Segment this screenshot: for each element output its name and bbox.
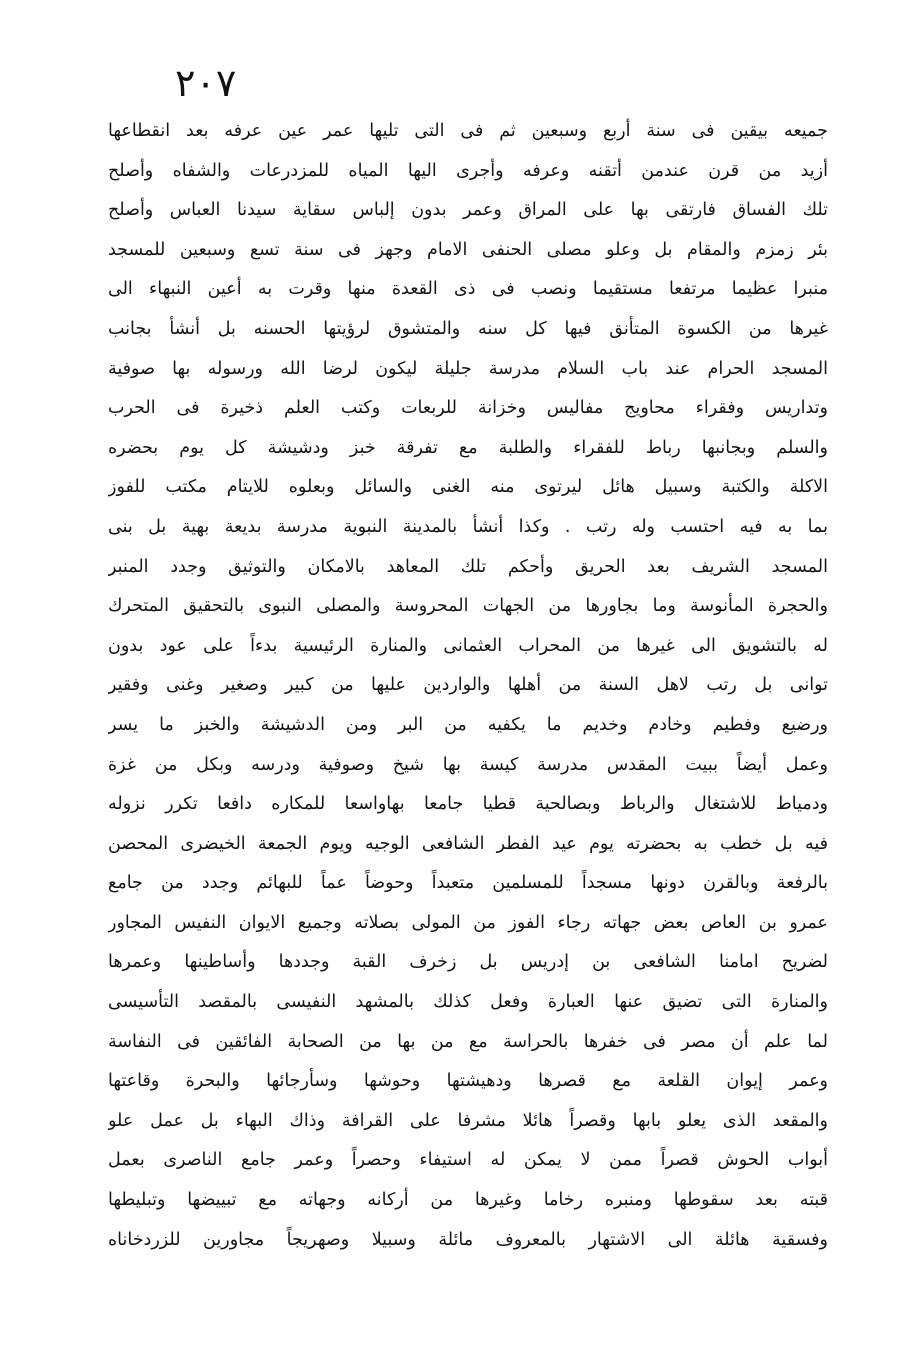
- text-line: وفسقية هائلة الى الاشتهار بالمعروف مائلة وسبيلا وصهريجاً مجاورين للزردخاناه: [108, 1229, 828, 1250]
- text-line: والسلم وبجانبها رباط للفقراء والطلبة مع تفرقة خبز ودشيشة كل يوم بحضره: [108, 437, 828, 458]
- text-line: أزيد من قرن عندمن أتقنه وعرفه وأجرى اليها المياه للمزدرعات والشفاه وأصلح: [108, 160, 828, 181]
- text-line: منبرا عظيما مرتفعا مستقيما ونصب فى ذى القعدة منها وقرت به أعين النبهاء الى: [108, 279, 828, 300]
- text-line: بئر زمزم والمقام بل وعلو مصلى الحنفى الامام وجهز فى سنة تسع وسبعين للمسجد: [108, 239, 828, 260]
- text-line: بما به فيه احتسب وله رتب . وكذا أنشأ بالمدينة النبوية مدرسة بديعة بهية بل بنى: [108, 516, 828, 537]
- text-line: لضريح امامنا الشافعى بن إدريس بل زخرف القبة وجددها وأساطينها وعمرها: [108, 952, 828, 973]
- text-line: أبواب الحوش قصراً ممن لا يمكن له استيفاء وحصراً وعمر جامع الناصرى بعمل: [108, 1150, 828, 1171]
- text-line: غيرها من الكسوة المتأنق فيها كل سنه والمتشوق لرؤيتها الحسنه بل أنشأ بجانب: [108, 318, 828, 339]
- text-line: له بالتشويق الى غيرها من المحراب العثمانى والمنارة الرئيسية بدءاً على عود بدون: [108, 635, 828, 656]
- text-line: المسجد الحرام عند باب السلام مدرسة جليلة ليكون لرضا الله ورسوله بها صوفية: [108, 358, 828, 379]
- text-line: توانى بل رتب لاهل السنة من أهلها والواردين عليها من كبير وصغير وغنى وفقير: [108, 675, 828, 696]
- text-line: وتداريس وفقراء محاويج مفاليس وخزانة للربعات وكتب العلم ذخيرة فى الحرب: [108, 398, 828, 419]
- text-line: جميعه بيقين فى سنة أربع وسبعين ثم فى التى تليها عمر عين عرفه بعد انقطاعها: [108, 121, 828, 141]
- text-line: قبته بعد سقوطها ومنبره رخاما وغيرها من أركانه وجهاته مع تبييضها وتبليطها: [108, 1190, 828, 1211]
- text-line: فيه بل خطب به بحضرته يوم عيد الفطر الشافعى الوجيه ويوم الجمعة الخيضرى المحصن: [108, 833, 828, 854]
- text-line: لما علم أن مصر فى خفرها بالحراسة مع من بها من الصحابة الفائقين فى النفاسة: [108, 1031, 828, 1052]
- body-text: [108, 112, 828, 1260]
- text-line: والمنارة التى تضيق عنها العبارة وفعل كذلك بالمشهد النفيسى بالمقصد التأسيسى: [108, 992, 828, 1013]
- text-line: بالرفعة وبالقرن دونها مسجداً للمسلمين متعبداً وحوضاً عماً للبهائم وجدد من جامع: [108, 873, 828, 894]
- text-line: ورضيع وفطيم وخادم وخديم ما يكفيه من البر ومن الدشيشة والخبز ما يسر: [108, 714, 828, 735]
- text-line: وعمل أيضاً ببيت المقدس مدرسة كيسة بها شيخ وصوفية ودرسه وبكل من غزة: [108, 754, 828, 775]
- text-line: وعمر إيوان القلعة مع قصرها ودهيشتها وحوشها وسأرجائها والبحرة وقاعتها: [108, 1071, 828, 1092]
- text-line: والحجرة المأنوسة وما بجاورها من الجهات المحروسة والمصلى النبوى بالتحقيق المتحرك: [108, 596, 828, 617]
- text-line: تلك الفساق فارتقى بها على المراق وعمر بدون إلباس سقاية سيدنا العباس وأصلح: [108, 200, 828, 221]
- text-line: عمرو بن العاص بعض جهاته رجاء الفوز من المولى بصلاته وجميع الايوان النفيس المجاور: [108, 912, 828, 933]
- text-line: والمقعد الذى يعلو بابها وقصراً هائلا مشرفا على القرافة وذاك البهاء بل عمل علو: [108, 1110, 828, 1131]
- page-number: ٢٠٧: [175, 61, 237, 105]
- text-line: ودمياط للاشتغال والرباط وبصالحية قطيا جامعا بهاواسعا للمكاره دافعا تكرر نزوله: [108, 794, 828, 815]
- text-line: المسجد الشريف بعد الحريق وأحكم تلك المعاهد بالامكان والتوثيق وجدد المنبر: [108, 556, 828, 577]
- text-line: الاكلة والكتبة وسبيل هائل ليرتوى منه الغنى والسائل وبعلوه للايتام مكتب للفوز: [108, 477, 828, 498]
